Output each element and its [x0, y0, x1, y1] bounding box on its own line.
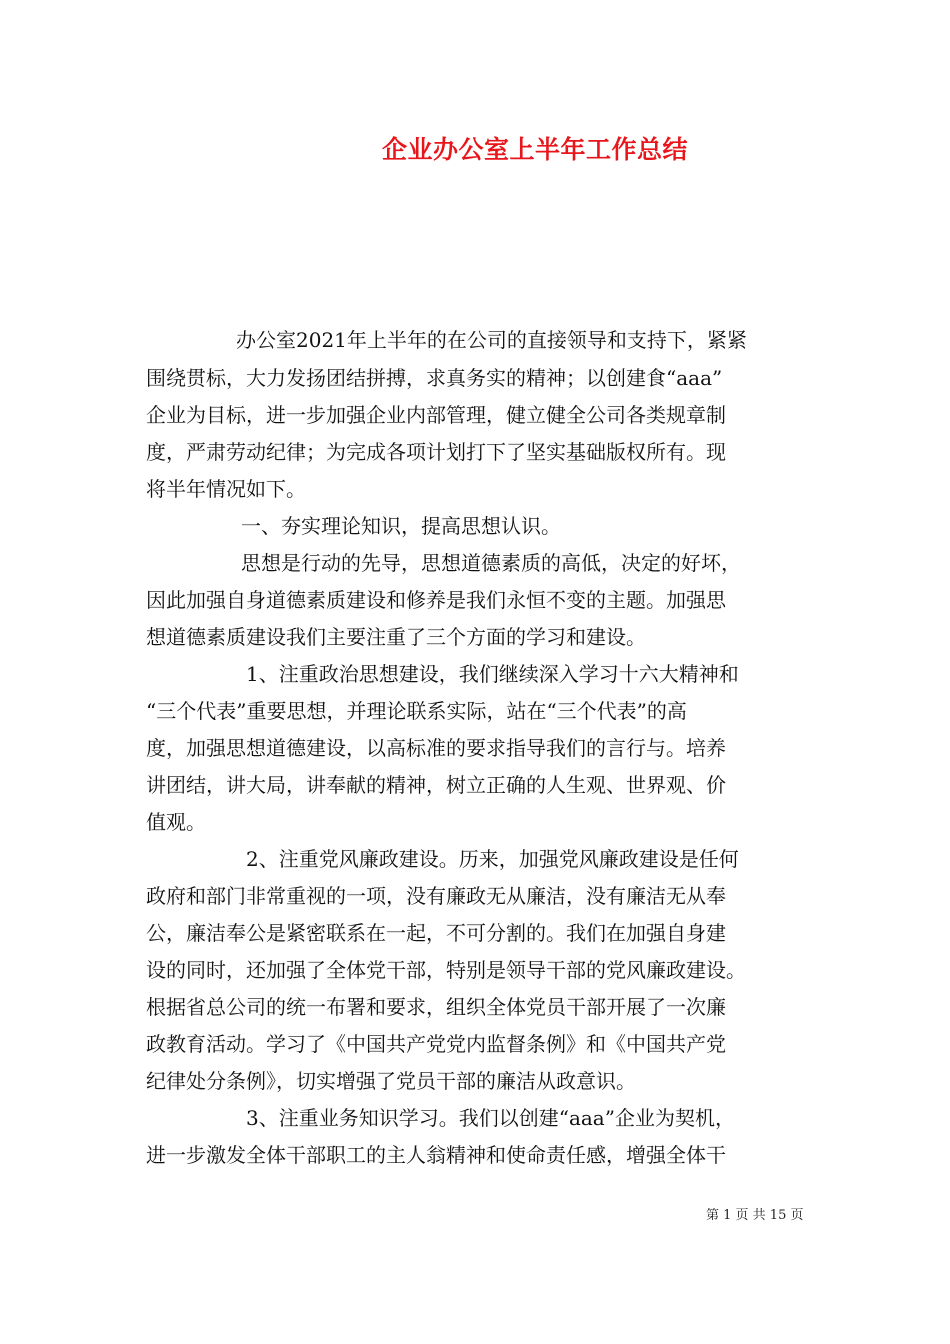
- page-number: 第 1 页 共 15 页: [706, 1208, 804, 1223]
- body-line: 企业为目标，进一步加强企业内部管理，健立健全公司各类规章制: [146, 403, 726, 427]
- body-line: 1、注重政治思想建设，我们继续深入学习十六大精神和: [246, 662, 739, 686]
- body-line: 政教育活动。学习了《中国共产党党内监督条例》和《中国共产党: [146, 1032, 726, 1056]
- body-line: 度，严肃劳动纪律；为完成各项计划打下了坚实基础版权所有。现: [146, 440, 726, 464]
- body-line: 进一步激发全体干部职工的主人翁精神和使命责任感，增强全体干: [146, 1143, 726, 1167]
- body-line: “三个代表”重要思想，并理论联系实际，站在“三个代表”的高: [146, 699, 687, 723]
- body-line: 政府和部门非常重视的一项，没有廉政无从廉洁，没有廉洁无从奉: [146, 884, 726, 908]
- body-line: 公，廉洁奉公是紧密联系在一起，不可分割的。我们在加强自身建: [146, 921, 726, 945]
- body-line: 值观。: [146, 810, 206, 834]
- section-heading: 一、夯实理论知识，提高思想认识。: [241, 514, 561, 538]
- body-line: 办公室2021年上半年的在公司的直接领导和支持下，紧紧: [236, 328, 747, 352]
- body-line: 将半年情况如下。: [146, 477, 306, 501]
- body-line: 因此加强自身道德素质建设和修养是我们永恒不变的主题。加强思: [146, 588, 726, 612]
- body-line: 根据省总公司的统一布署和要求，组织全体党员干部开展了一次廉: [146, 995, 726, 1019]
- document-title: 企业办公室上半年工作总结: [381, 135, 688, 164]
- body-line: 设的同时，还加强了全体党干部，特别是领导干部的党风廉政建设。: [146, 958, 746, 982]
- body-line: 2、注重党风廉政建设。历来，加强党风廉政建设是任何: [246, 847, 739, 871]
- body-line: 思想是行动的先导，思想道德素质的高低，决定的好坏，: [241, 551, 741, 575]
- body-line: 纪律处分条例》，切实增强了党员干部的廉洁从政意识。: [146, 1069, 636, 1093]
- body-line: 度，加强思想道德建设，以高标准的要求指导我们的言行与。培养: [146, 736, 726, 760]
- body-line: 想道德素质建设我们主要注重了三个方面的学习和建设。: [146, 625, 646, 649]
- body-line: 3、注重业务知识学习。我们以创建“aaa”企业为契机，: [246, 1106, 735, 1130]
- body-line: 围绕贯标，大力发扬团结拼搏，求真务实的精神；以创建食“aaa”: [146, 366, 723, 390]
- body-line: 讲团结，讲大局，讲奉献的精神，树立正确的人生观、世界观、价: [146, 773, 726, 797]
